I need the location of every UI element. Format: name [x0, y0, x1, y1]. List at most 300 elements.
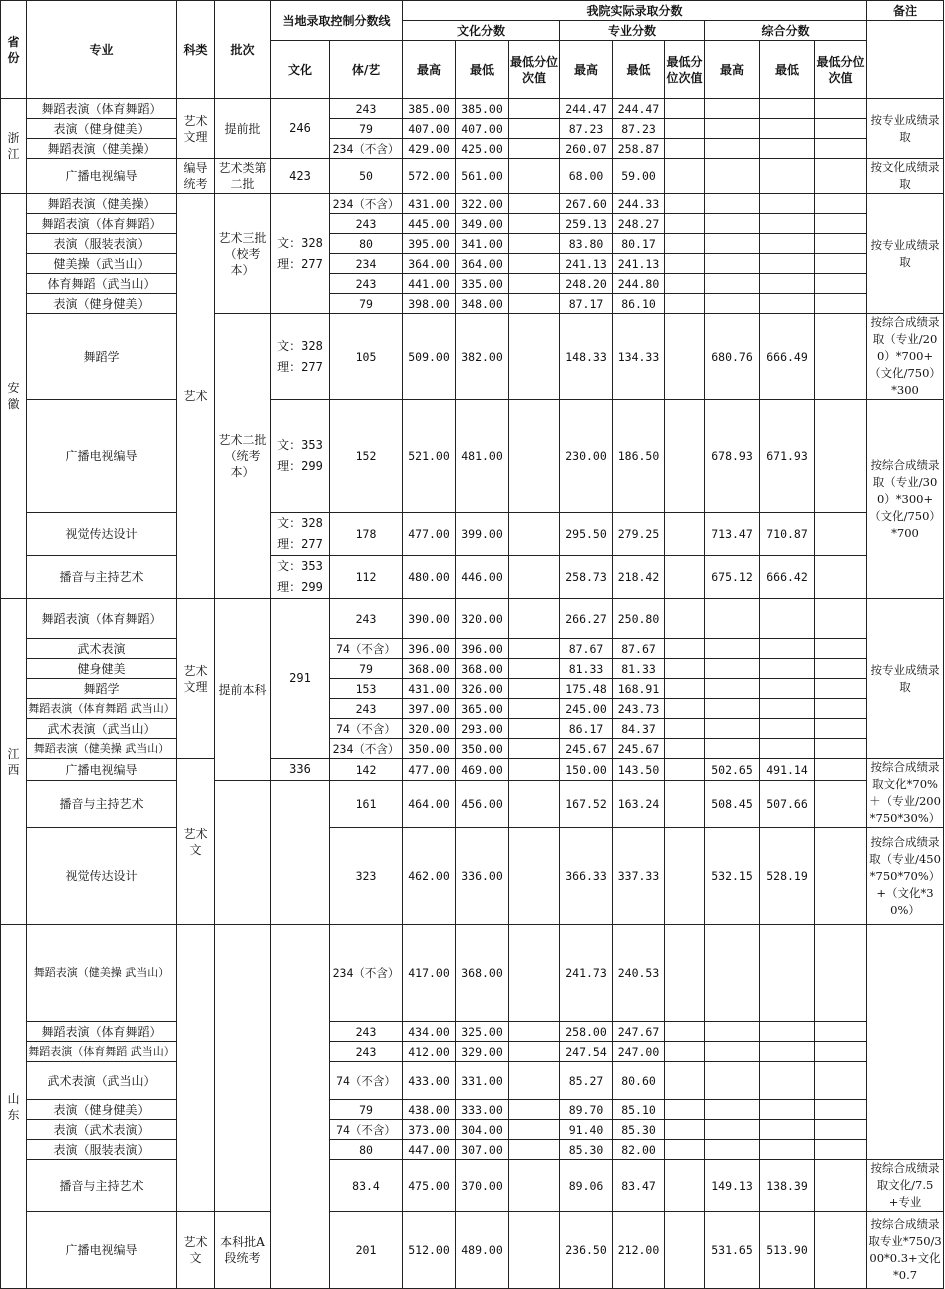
score-c-rank	[509, 513, 560, 556]
score-m-lo: 59.00	[613, 159, 665, 194]
header-culture-lowest: 最低	[456, 41, 509, 99]
remark-ah-3: 按专业成绩录取	[867, 194, 944, 314]
table-row	[1, 99, 944, 119]
score-c-hi: 509.00	[403, 314, 456, 400]
score-c-lo: 368.00	[456, 659, 509, 679]
score-c-hi: 433.00	[403, 1062, 456, 1100]
score-m-lo: 143.50	[613, 759, 665, 781]
score-s-lo	[760, 234, 815, 254]
score-s-rank	[815, 1140, 867, 1160]
score-s-hi: 149.13	[705, 1160, 760, 1212]
score-c-lo: 333.00	[456, 1100, 509, 1120]
score-c-lo: 364.00	[456, 254, 509, 274]
control-culture-zj-1: 246	[271, 99, 330, 159]
score-s-rank	[815, 274, 867, 294]
score-m-hi: 86.17	[560, 719, 613, 739]
score-s-lo	[760, 214, 815, 234]
control-pe-art: 243	[330, 1042, 403, 1062]
control-pe-art: 243	[330, 1022, 403, 1042]
score-c-rank	[509, 294, 560, 314]
score-c-lo: 307.00	[456, 1140, 509, 1160]
score-m-lo: 85.10	[613, 1100, 665, 1120]
score-m-rank	[665, 1100, 705, 1120]
score-m-rank	[665, 828, 705, 925]
score-m-lo: 245.67	[613, 739, 665, 759]
score-s-rank	[815, 739, 867, 759]
score-c-rank	[509, 925, 560, 1022]
score-s-hi	[705, 99, 760, 119]
score-s-lo	[760, 1062, 815, 1100]
score-s-lo	[760, 1140, 815, 1160]
header-major-rank: 最低分位次值	[665, 41, 705, 99]
score-m-hi: 236.50	[560, 1212, 613, 1289]
score-s-hi	[705, 1042, 760, 1062]
score-c-lo: 561.00	[456, 159, 509, 194]
major-name: 舞蹈表演（健美操）	[27, 194, 177, 214]
score-m-hi: 87.23	[560, 119, 613, 139]
score-c-hi: 417.00	[403, 925, 456, 1022]
score-c-lo: 349.00	[456, 214, 509, 234]
control-pe-art: 74（不含）	[330, 1062, 403, 1100]
control-pe-art: 243	[330, 699, 403, 719]
score-m-rank	[665, 556, 705, 599]
score-s-hi: 532.15	[705, 828, 760, 925]
score-m-hi: 245.67	[560, 739, 613, 759]
score-s-lo: 671.93	[760, 400, 815, 513]
score-m-lo: 168.91	[613, 679, 665, 699]
score-s-hi: 680.76	[705, 314, 760, 400]
score-m-hi: 89.70	[560, 1100, 613, 1120]
score-s-rank	[815, 234, 867, 254]
score-m-lo: 186.50	[613, 400, 665, 513]
remark-jx-1: 按专业成绩录取	[867, 599, 944, 759]
batch-ah-3: 艺术三批（校考本）	[215, 194, 271, 314]
table-row	[1, 1160, 944, 1212]
score-c-rank	[509, 719, 560, 739]
score-c-hi: 396.00	[403, 639, 456, 659]
score-m-lo: 87.23	[613, 119, 665, 139]
control-pe-art: 243	[330, 214, 403, 234]
table-row	[1, 159, 944, 194]
score-c-hi: 431.00	[403, 679, 456, 699]
category-sd-blank	[177, 925, 215, 1212]
table-row	[1, 699, 944, 719]
score-c-rank	[509, 759, 560, 781]
table-row	[1, 139, 944, 159]
score-c-lo: 322.00	[456, 194, 509, 214]
control-culture-jx-1: 291	[271, 599, 330, 759]
score-s-rank	[815, 1062, 867, 1100]
score-s-rank	[815, 119, 867, 139]
score-s-hi	[705, 1062, 760, 1100]
control-pe-art: 161	[330, 781, 403, 828]
score-s-hi	[705, 194, 760, 214]
score-c-hi: 373.00	[403, 1120, 456, 1140]
major-name: 武术表演	[27, 639, 177, 659]
score-s-hi	[705, 1120, 760, 1140]
score-s-lo: 666.42	[760, 556, 815, 599]
score-c-hi: 350.00	[403, 739, 456, 759]
score-c-rank	[509, 699, 560, 719]
score-s-rank	[815, 599, 867, 639]
score-s-hi: 502.65	[705, 759, 760, 781]
header-remark-blank	[867, 21, 944, 99]
score-m-lo: 85.30	[613, 1120, 665, 1140]
score-c-hi: 447.00	[403, 1140, 456, 1160]
score-m-rank	[665, 513, 705, 556]
score-c-rank	[509, 99, 560, 119]
score-c-rank	[509, 639, 560, 659]
score-s-hi	[705, 599, 760, 639]
score-m-lo: 337.33	[613, 828, 665, 925]
score-s-rank	[815, 759, 867, 781]
score-c-rank	[509, 1042, 560, 1062]
score-m-lo: 244.80	[613, 274, 665, 294]
score-s-hi	[705, 639, 760, 659]
table-row	[1, 513, 944, 556]
control-pe-art: 152	[330, 400, 403, 513]
score-s-rank	[815, 139, 867, 159]
score-s-rank	[815, 214, 867, 234]
score-c-lo: 293.00	[456, 719, 509, 739]
control-pe-art: 243	[330, 599, 403, 639]
score-s-hi	[705, 274, 760, 294]
control-pe-art: 243	[330, 99, 403, 119]
score-m-lo: 247.67	[613, 1022, 665, 1042]
score-s-rank	[815, 194, 867, 214]
major-name: 广播电视编导	[27, 159, 177, 194]
score-c-hi: 462.00	[403, 828, 456, 925]
score-c-rank	[509, 599, 560, 639]
score-m-rank	[665, 1062, 705, 1100]
major-name: 武术表演（武当山）	[27, 719, 177, 739]
score-c-lo: 325.00	[456, 1022, 509, 1042]
control-pe-art: 80	[330, 234, 403, 254]
score-m-rank	[665, 314, 705, 400]
score-s-lo	[760, 1042, 815, 1062]
score-m-lo: 81.33	[613, 659, 665, 679]
score-c-lo: 456.00	[456, 781, 509, 828]
major-name: 表演（健身健美）	[27, 294, 177, 314]
score-c-rank	[509, 234, 560, 254]
control-pe-art: 74（不含）	[330, 719, 403, 739]
table-row	[1, 1212, 944, 1289]
score-m-rank	[665, 699, 705, 719]
major-name: 舞蹈学	[27, 314, 177, 400]
score-s-hi	[705, 254, 760, 274]
header-remark: 备注	[867, 1, 944, 21]
header-category: 科类	[177, 1, 215, 99]
major-name: 广播电视编导	[27, 400, 177, 513]
score-s-hi	[705, 719, 760, 739]
major-name: 播音与主持艺术	[27, 556, 177, 599]
table-row	[1, 828, 944, 925]
score-m-rank	[665, 739, 705, 759]
score-s-lo	[760, 925, 815, 1022]
control-pe-art: 74（不含）	[330, 639, 403, 659]
score-c-lo: 329.00	[456, 1042, 509, 1062]
header-culture-rank: 最低分位次值	[509, 41, 560, 99]
score-s-hi: 675.12	[705, 556, 760, 599]
control-pe-art: 243	[330, 274, 403, 294]
header-major-lowest: 最低	[613, 41, 665, 99]
major-name: 舞蹈表演（体育舞蹈）	[27, 599, 177, 639]
score-s-lo	[760, 254, 815, 274]
table-row	[1, 719, 944, 739]
score-s-hi	[705, 1022, 760, 1042]
score-s-lo	[760, 1120, 815, 1140]
table-row	[1, 314, 944, 400]
header-batch: 批次	[215, 1, 271, 99]
score-c-hi: 385.00	[403, 99, 456, 119]
table-row	[1, 1140, 944, 1160]
score-s-lo	[760, 639, 815, 659]
score-s-rank	[815, 699, 867, 719]
major-name: 舞蹈表演（健美操 武当山）	[27, 925, 177, 1022]
score-s-rank	[815, 556, 867, 599]
score-s-lo	[760, 139, 815, 159]
score-s-lo	[760, 719, 815, 739]
score-m-hi: 258.00	[560, 1022, 613, 1042]
score-m-rank	[665, 599, 705, 639]
score-m-hi: 148.33	[560, 314, 613, 400]
header-ctrl-pe-art: 体/艺	[330, 41, 403, 99]
remark-sd-tv: 按综合成绩录取专业*750/300*0.3+文化*0.7	[867, 1212, 944, 1289]
score-c-rank	[509, 1140, 560, 1160]
batch-zj-2: 艺术类第二批	[215, 159, 271, 194]
control-pe-art: 153	[330, 679, 403, 699]
major-name: 健美操（武当山）	[27, 254, 177, 274]
table-row	[1, 1120, 944, 1140]
table-row	[1, 599, 944, 639]
score-s-lo: 491.14	[760, 759, 815, 781]
score-s-lo: 513.90	[760, 1212, 815, 1289]
major-name: 体育舞蹈（武当山）	[27, 274, 177, 294]
score-c-hi: 512.00	[403, 1212, 456, 1289]
score-m-lo: 241.13	[613, 254, 665, 274]
score-s-hi	[705, 739, 760, 759]
score-c-hi: 477.00	[403, 759, 456, 781]
score-s-lo: 666.49	[760, 314, 815, 400]
score-s-hi	[705, 925, 760, 1022]
remark-jx-2: 按综合成绩录取文化*70%＋（专业/200*750*30%）	[867, 759, 944, 828]
header-major: 专业	[27, 1, 177, 99]
score-s-hi	[705, 139, 760, 159]
score-m-lo: 80.17	[613, 234, 665, 254]
score-m-hi: 259.13	[560, 214, 613, 234]
major-name: 舞蹈表演（体育舞蹈）	[27, 99, 177, 119]
control-culture-ah-visual: 文：328 理：277	[271, 513, 330, 556]
score-c-lo: 348.00	[456, 294, 509, 314]
table-body	[1, 1, 944, 1289]
score-s-rank	[815, 828, 867, 925]
score-m-rank	[665, 1022, 705, 1042]
remark-zj-2: 按文化成绩录取	[867, 159, 944, 194]
header-combined-lowest: 最低	[760, 41, 815, 99]
score-m-lo: 244.33	[613, 194, 665, 214]
score-m-hi: 266.27	[560, 599, 613, 639]
score-s-lo	[760, 194, 815, 214]
control-pe-art: 234	[330, 254, 403, 274]
score-c-lo: 469.00	[456, 759, 509, 781]
table-row	[1, 739, 944, 759]
score-c-hi: 521.00	[403, 400, 456, 513]
header-combined-score: 综合分数	[705, 21, 867, 41]
score-s-lo	[760, 159, 815, 194]
remark-ah-dance: 按综合成绩录取（专业/200）*700+（文化/750）*300	[867, 314, 944, 400]
category-jx-2: 艺术文	[177, 759, 215, 925]
province-anhui: 安徽	[1, 194, 27, 599]
table-row	[1, 1100, 944, 1120]
score-c-rank	[509, 556, 560, 599]
score-c-rank	[509, 119, 560, 139]
score-m-rank	[665, 1140, 705, 1160]
header-ctrl-culture: 文化	[271, 41, 330, 99]
score-c-lo: 446.00	[456, 556, 509, 599]
score-m-rank	[665, 719, 705, 739]
score-c-hi: 364.00	[403, 254, 456, 274]
score-c-rank	[509, 828, 560, 925]
score-s-lo	[760, 739, 815, 759]
control-pe-art: 83.4	[330, 1160, 403, 1212]
score-c-hi: 480.00	[403, 556, 456, 599]
score-m-lo: 86.10	[613, 294, 665, 314]
score-c-lo: 382.00	[456, 314, 509, 400]
control-culture-jx-tv: 336	[271, 759, 330, 781]
header-actual-scores: 我院实际录取分数	[403, 1, 867, 21]
score-m-lo: 244.47	[613, 99, 665, 119]
score-s-lo: 528.19	[760, 828, 815, 925]
score-m-lo: 84.37	[613, 719, 665, 739]
province-shandong: 山东	[1, 925, 27, 1289]
score-s-rank	[815, 1022, 867, 1042]
score-s-rank	[815, 719, 867, 739]
score-c-hi: 438.00	[403, 1100, 456, 1120]
score-s-hi: 531.65	[705, 1212, 760, 1289]
table-row	[1, 639, 944, 659]
control-pe-art: 142	[330, 759, 403, 781]
header-province: 省份	[1, 1, 27, 99]
score-m-lo: 163.24	[613, 781, 665, 828]
table-row	[1, 1042, 944, 1062]
score-c-hi: 395.00	[403, 234, 456, 254]
header-culture-highest: 最高	[403, 41, 456, 99]
score-s-rank	[815, 925, 867, 1022]
control-pe-art: 112	[330, 556, 403, 599]
category-zj-1: 艺术文理	[177, 99, 215, 159]
score-s-hi	[705, 159, 760, 194]
control-culture-ah-dance: 文：328 理：277	[271, 314, 330, 400]
major-name: 舞蹈表演（体育舞蹈）	[27, 214, 177, 234]
header-major-score: 专业分数	[560, 21, 705, 41]
table-row	[1, 400, 944, 513]
score-m-rank	[665, 1160, 705, 1212]
score-c-hi: 475.00	[403, 1160, 456, 1212]
score-c-rank	[509, 400, 560, 513]
score-c-hi: 320.00	[403, 719, 456, 739]
score-m-hi: 241.13	[560, 254, 613, 274]
province-zhejiang: 浙江	[1, 99, 27, 194]
score-c-rank	[509, 254, 560, 274]
table-row	[1, 274, 944, 294]
score-s-rank	[815, 1042, 867, 1062]
control-culture-ah-tv: 文：353 理：299	[271, 400, 330, 513]
table-row	[1, 1022, 944, 1042]
score-c-hi: 429.00	[403, 139, 456, 159]
score-s-rank	[815, 513, 867, 556]
header-combined-rank: 最低分位次值	[815, 41, 867, 99]
score-m-hi: 150.00	[560, 759, 613, 781]
control-culture-ah-host: 文：353 理：299	[271, 556, 330, 599]
score-c-hi: 368.00	[403, 659, 456, 679]
score-c-rank	[509, 1100, 560, 1120]
score-c-lo: 481.00	[456, 400, 509, 513]
score-m-hi: 241.73	[560, 925, 613, 1022]
score-s-lo: 710.87	[760, 513, 815, 556]
score-s-lo	[760, 699, 815, 719]
remark-sd-blank	[867, 925, 944, 1160]
score-c-lo: 320.00	[456, 599, 509, 639]
control-pe-art: 79	[330, 1100, 403, 1120]
table-row	[1, 119, 944, 139]
score-m-lo: 83.47	[613, 1160, 665, 1212]
major-name: 表演（服装表演）	[27, 1140, 177, 1160]
score-c-lo: 336.00	[456, 828, 509, 925]
score-m-hi: 245.00	[560, 699, 613, 719]
score-m-lo: 243.73	[613, 699, 665, 719]
control-pe-art: 79	[330, 659, 403, 679]
score-c-lo: 326.00	[456, 679, 509, 699]
score-s-rank	[815, 1160, 867, 1212]
score-c-hi: 398.00	[403, 294, 456, 314]
score-m-rank	[665, 234, 705, 254]
score-c-hi: 390.00	[403, 599, 456, 639]
score-m-rank	[665, 254, 705, 274]
score-s-rank	[815, 314, 867, 400]
batch-ah-2: 艺术二批（统考本）	[215, 314, 271, 599]
score-m-hi: 258.73	[560, 556, 613, 599]
table-row	[1, 234, 944, 254]
score-c-rank	[509, 1120, 560, 1140]
score-c-lo: 335.00	[456, 274, 509, 294]
province-jiangxi: 江西	[1, 599, 27, 925]
score-c-rank	[509, 1160, 560, 1212]
score-m-rank	[665, 679, 705, 699]
score-s-rank	[815, 254, 867, 274]
score-m-lo: 258.87	[613, 139, 665, 159]
major-name: 播音与主持艺术	[27, 781, 177, 828]
batch-jx-blank	[215, 781, 271, 925]
control-culture-zj-2: 423	[271, 159, 330, 194]
score-m-lo: 248.27	[613, 214, 665, 234]
score-m-rank	[665, 159, 705, 194]
score-s-hi	[705, 294, 760, 314]
score-c-hi: 397.00	[403, 699, 456, 719]
score-s-hi: 678.93	[705, 400, 760, 513]
score-c-hi: 407.00	[403, 119, 456, 139]
table-row	[1, 781, 944, 828]
table-row	[1, 556, 944, 599]
major-name: 舞蹈表演（体育舞蹈 武当山）	[27, 1042, 177, 1062]
control-culture-ah-3: 文：328 理：277	[271, 194, 330, 314]
control-pe-art: 50	[330, 159, 403, 194]
score-c-hi: 412.00	[403, 1042, 456, 1062]
score-c-lo: 365.00	[456, 699, 509, 719]
score-c-lo: 489.00	[456, 1212, 509, 1289]
major-name: 武术表演（武当山）	[27, 1062, 177, 1100]
score-m-hi: 87.17	[560, 294, 613, 314]
header-local-control: 当地录取控制分数线	[271, 1, 403, 41]
